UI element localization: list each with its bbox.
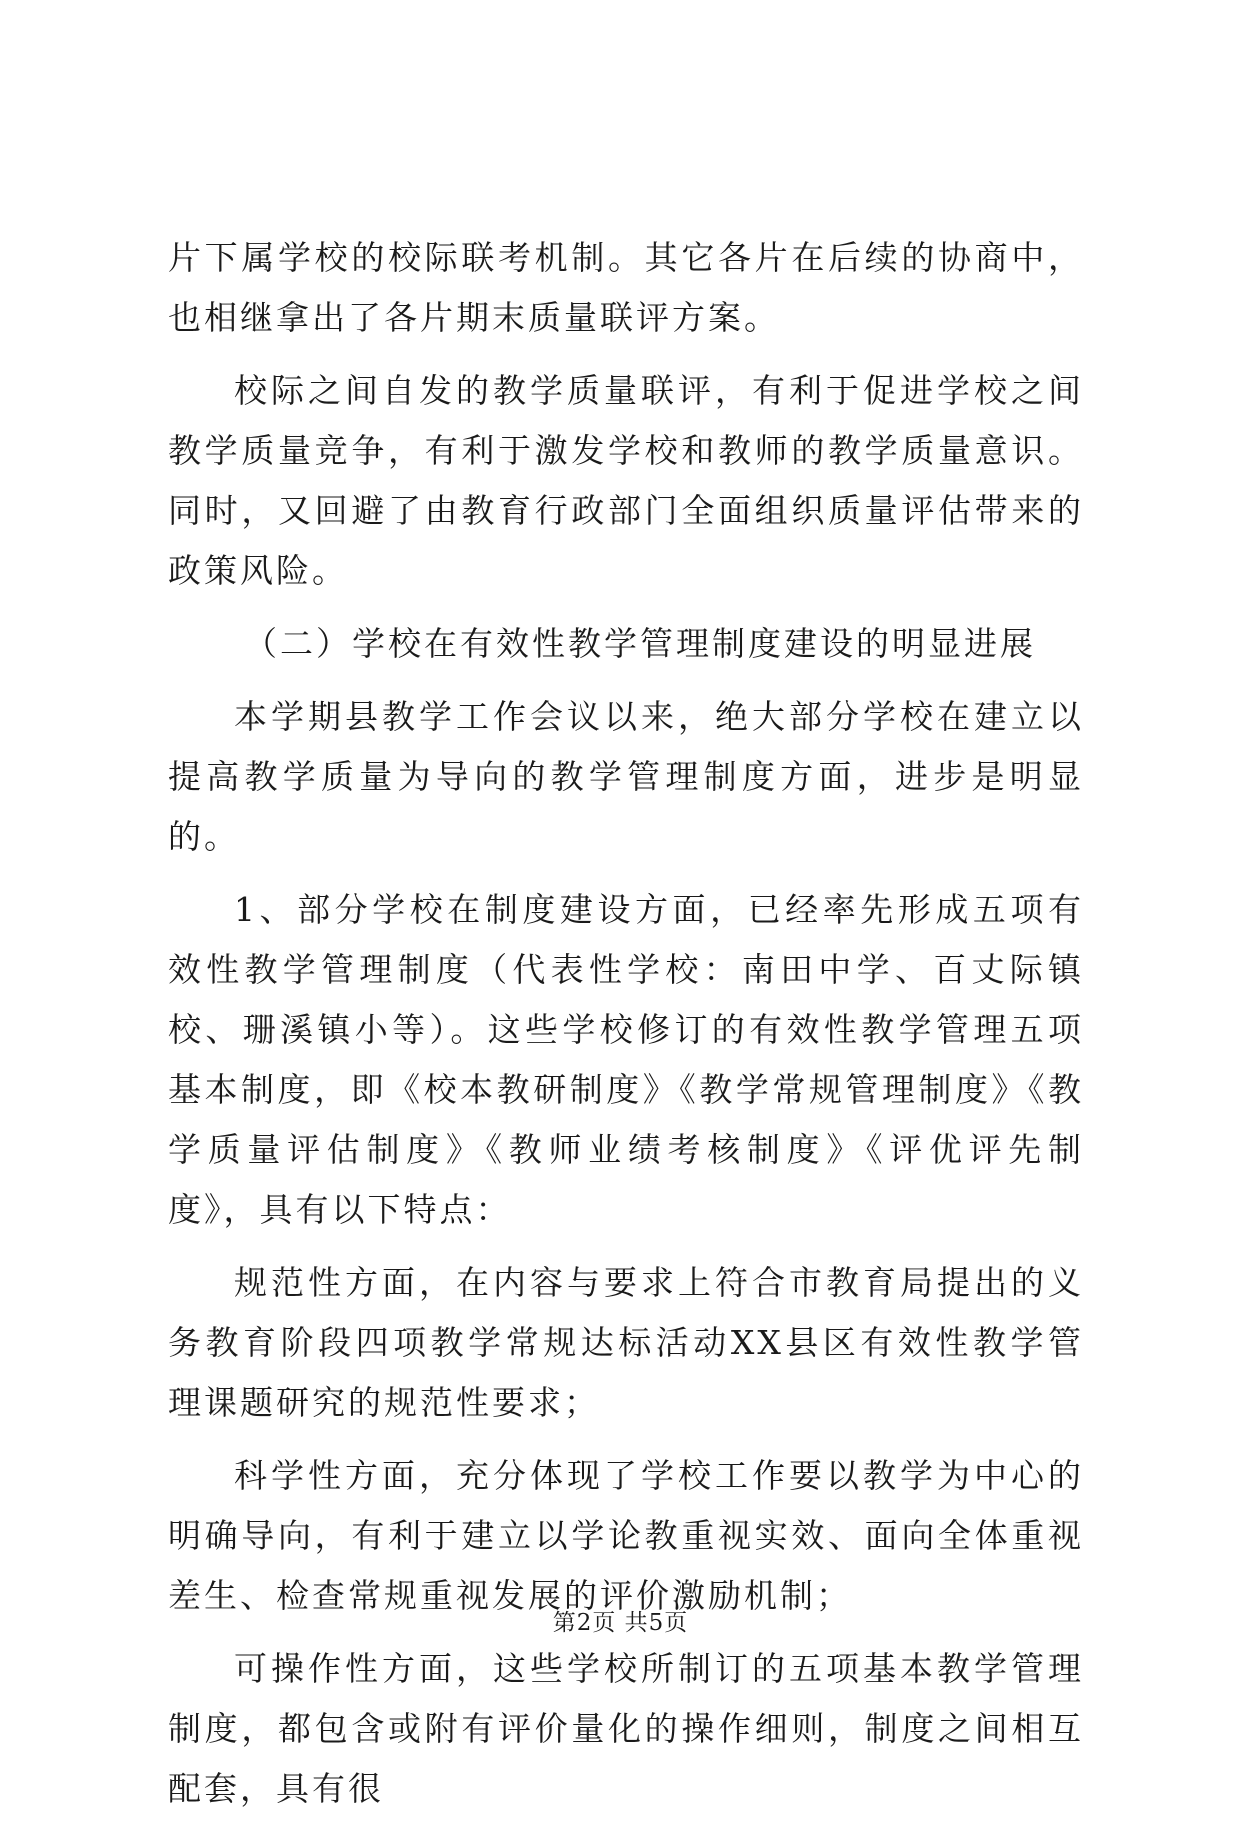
paragraph-item-1: 1、部分学校在制度建设方面，已经率先形成五项有效性教学管理制度（代表性学校：南田中学、百丈际镇校、珊溪镇小等）。这些学校修订的有效性教学管理五项基本制度，即《校本教研制度》《教学常规管理制度》《教学质量评估制度》《教师业绩考核制度》《评优评先制度》，具有以下特点： — [168, 890, 1084, 1229]
paragraph-quality-evaluation: 校际之间自发的教学质量联评，有利于促进学校之间教学质量竞争，有利于激发学校和教师的教学质量意识。同时，又回避了由教育行政部门全面组织质量评估带来的政策风险。 — [168, 371, 1084, 590]
paragraph-continuation: 片下属学校的校际联考机制。其它各片在后续的协商中，也相继拿出了各片期末质量联评方案。 — [168, 238, 1084, 337]
paragraph-scientific: 科学性方面，充分体现了学校工作要以教学为中心的明确导向，有利于建立以学论教重视实效、面向全体重视差生、检查常规重视发展的评价激励机制； — [168, 1456, 1084, 1615]
section-heading: （二）学校在有效性教学管理制度建设的明显进展 — [244, 624, 1036, 663]
page-number-footer: 第2页 共5页 — [552, 1610, 689, 1636]
document-body — [168, 228, 1084, 1832]
paragraph-operability: 可操作性方面，这些学校所制订的五项基本教学管理制度，都包含或附有评价量化的操作细则，制度之间相互配套，具有很 — [168, 1649, 1084, 1808]
paragraph-normativity: 规范性方面，在内容与要求上符合市教育局提出的义务教育阶段四项教学常规达标活动XX县区有效性教学管理课题研究的规范性要求； — [168, 1263, 1084, 1422]
paragraph-progress: 本学期县教学工作会议以来，绝大部分学校在建立以提高教学质量为导向的教学管理制度方面，进步是明显的。 — [168, 697, 1084, 856]
